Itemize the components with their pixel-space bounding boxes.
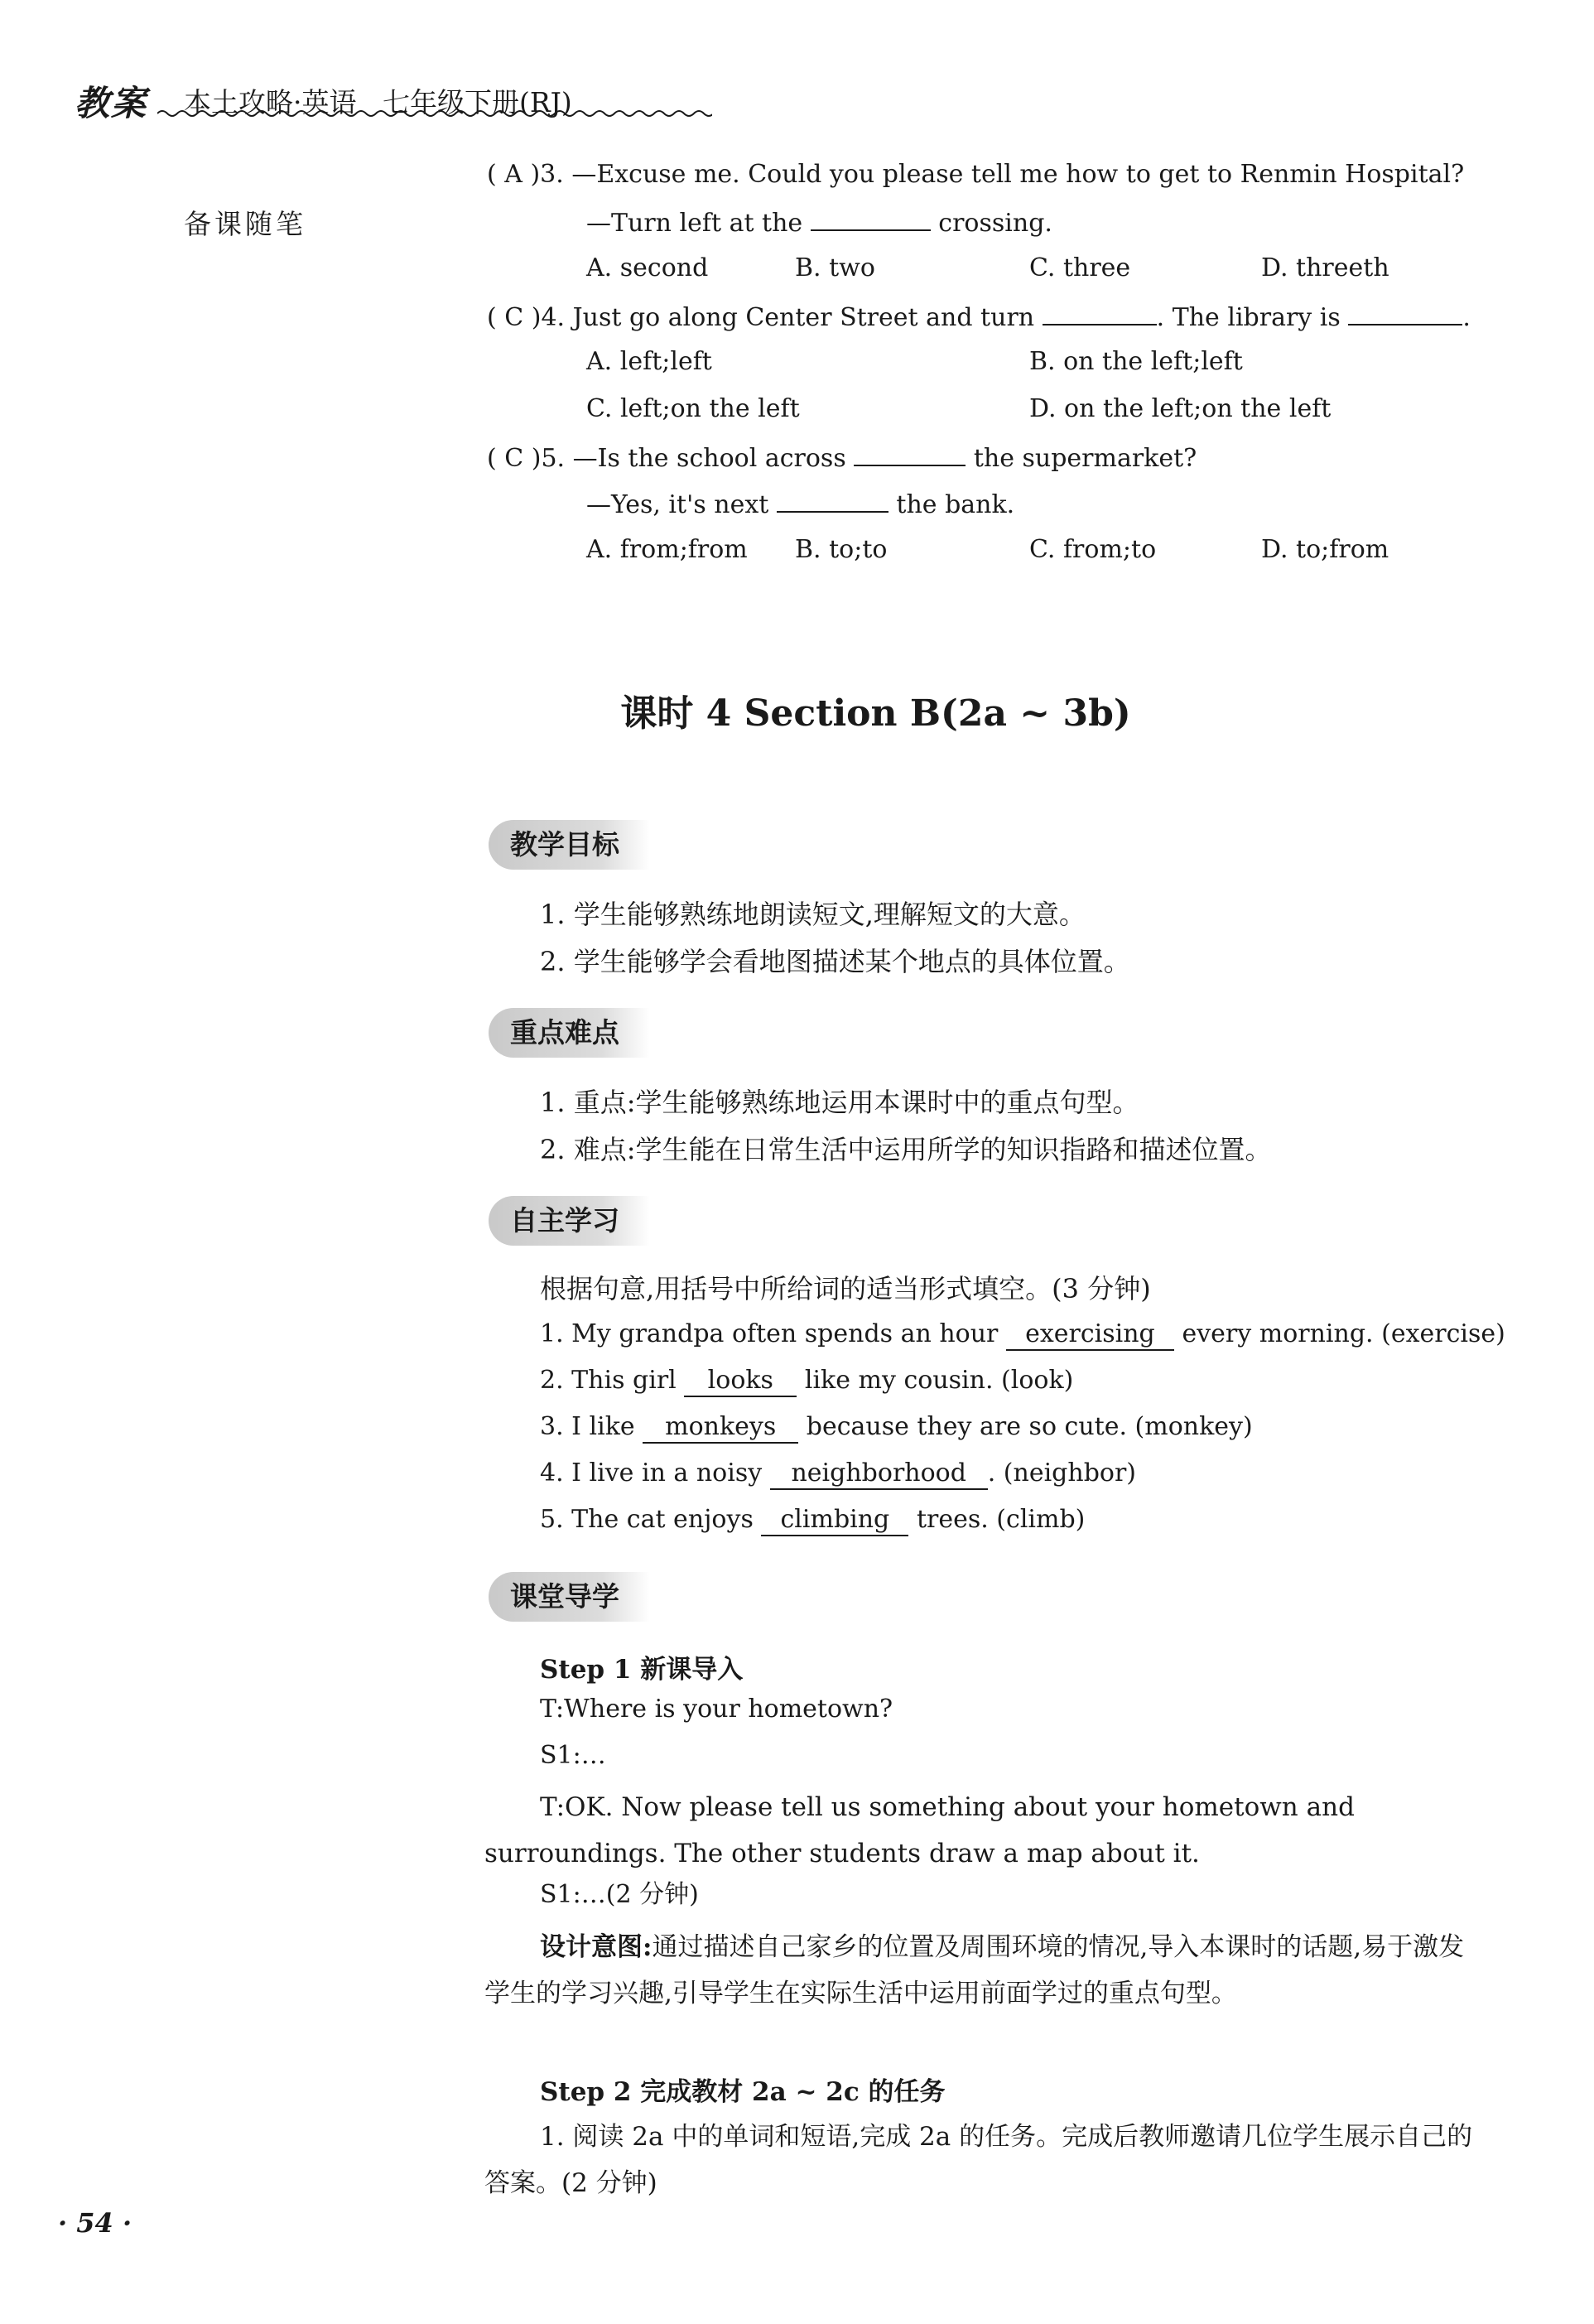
question-answer: ( C ) [487,303,542,332]
design-intent-label: 设计意图: [540,1932,653,1962]
dialogue-line: T:Where is your hometown? [540,1695,893,1724]
option-a: A. second [586,253,709,282]
option-a: A. from;from [586,535,748,564]
header-wave-decoration [157,108,712,119]
step-1-paragraph: T:OK. Now please tell us something about your hometown and surroundings. The other students draw a map about it. [484,1792,1355,1868]
step-1-title: Step 1 新课导入 [540,1655,744,1685]
option-d: D. threeth [1261,253,1389,282]
dialogue-line: S1:… [540,1741,606,1770]
key-point-item: 1. 重点:学生能够熟练地运用本课时中的重点句型。 [540,1087,1139,1118]
header-subtitle: 本土攻略·英语 七年级下册(RJ) [184,86,572,118]
option-b: B. to;to [795,535,888,564]
fill-answer: exercising [1006,1319,1174,1351]
self-study-intro: 根据句意,用括号中所给词的适当形式填空。(3 分钟) [540,1273,1151,1304]
fill-item: 4. I live in a noisy neighborhood . (neighbor) [540,1459,1136,1490]
lesson-title: 课时 4 Section B(2a ~ 3b) [620,692,1131,735]
option-c: C. left;on the left [586,394,800,423]
question-5: ( C )5. —Is the school across the supermarket? [487,441,1197,474]
design-intent-text: 通过描述自己家乡的位置及周围环境的情况,导入本课时的话题,易于激发学生的学习兴趣,引导学生在实际生活中运用前面学过的重点句型。 [484,1932,1465,2008]
question-5-line2: —Yes, it's next the bank. [586,488,1014,520]
section-tag-key-points: 重点难点 [489,1008,650,1058]
question-3-line2: —Turn left at the crossing. [586,206,1052,239]
answer-blank [854,441,966,466]
fill-item: 2. This girl looks like my cousin. (look) [540,1366,1073,1397]
fill-answer: climbing [761,1505,908,1536]
fill-item: 1. My grandpa often spends an hour exercising every morning. (exercise) [540,1319,1505,1351]
section-tag-self-study: 自主学习 [489,1196,650,1246]
question-text: —Excuse me. Could you please tell me how to get to Renmin Hospital? [571,160,1465,189]
key-point-item: 2. 难点:学生能在日常生活中运用所学的知识指路和描述位置。 [540,1134,1272,1165]
answer-blank [1043,301,1157,325]
question-4: ( C )4. Just go along Center Street and turn . The library is . [487,301,1471,333]
side-note-label: 备课随笔 [184,208,306,240]
step-2-title: Step 2 完成教材 2a ~ 2c 的任务 [540,2077,946,2107]
fill-answer: neighborhood [770,1459,988,1490]
question-answer: ( A ) [487,160,541,189]
option-d: D. to;from [1261,535,1389,564]
option-b: B. two [795,253,875,282]
option-a: A. left;left [586,347,712,376]
section-tag-goals: 教学目标 [489,820,650,870]
option-b: B. on the left;left [1029,347,1243,376]
question-number: 5. [541,444,566,473]
question-3 [487,160,1464,190]
answer-blank [777,488,888,513]
goal-item: 1. 学生能够熟练地朗读短文,理解短文的大意。 [540,899,1086,930]
option-c: C. three [1029,253,1131,282]
goal-item: 2. 学生能够学会看地图描述某个地点的具体位置。 [540,946,1130,977]
fill-item: 3. I like monkeys because they are so cute. (monkey) [540,1412,1253,1444]
header-brand: 教案 [75,83,148,123]
fill-answer: monkeys [643,1412,798,1444]
section-tag-classroom: 课堂导学 [489,1572,650,1622]
step-2-paragraph: 1. 阅读 2a 中的单词和短语,完成 2a 的任务。完成后教师邀请几位学生展示自己的答案。(2 分钟) [484,2122,1473,2198]
page-number: · 54 · [58,2207,132,2239]
answer-blank [811,206,931,231]
design-intent [484,1924,1474,2017]
fill-answer: looks [684,1366,797,1397]
question-number: 4. [541,303,566,332]
answer-blank [1348,301,1462,325]
question-answer: ( C ) [487,444,542,473]
option-c: C. from;to [1029,535,1157,564]
fill-item: 5. The cat enjoys climbing trees. (climb) [540,1505,1085,1536]
option-d: D. on the left;on the left [1029,394,1332,423]
dialogue-line: S1:…(2 分钟) [540,1880,699,1909]
question-number: 3. [540,160,564,189]
